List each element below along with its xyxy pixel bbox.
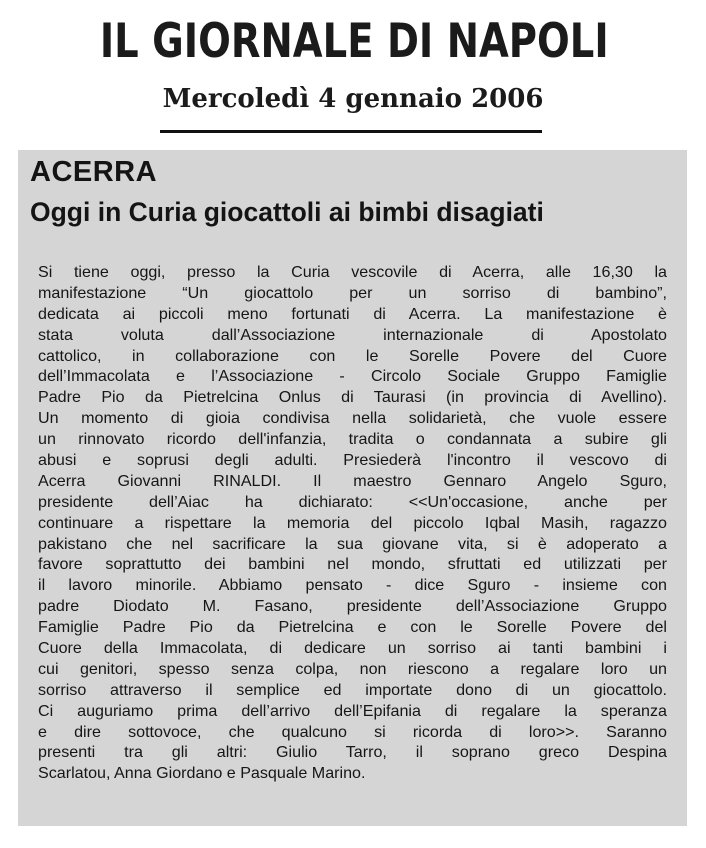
article-body-line: stata voluta dall’Associazione internazionale di Apostolato [38,325,667,344]
article-body-line: Un momento di gioia condivisa nella solidarietà, che vuole essere [38,409,667,428]
article-body-line: cui genitori, spesso senza colpa, non riescono a regalare loro un [38,659,667,678]
article-body-line: cattolico, in collaborazione con le Sorelle Povere del Cuore [38,346,667,365]
article-section-label: ACERRA [30,156,158,188]
article-body-line: Acerra Giovanni RINALDI. Il maestro Gennaro Angelo Sguro, [38,471,667,490]
article-body [38,262,667,784]
article-headline: Oggi in Curia giocattoli ai bimbi disagiati [30,197,544,227]
article-body-line: sorriso attraverso il semplice ed importate dono di un giocattolo. [38,680,667,699]
article-body-line: Cuore della Immacolata, di dedicare un sorriso ai tanti bambini i [38,639,667,658]
article-body-line: dell’Immacolata e l’Associazione - Circolo Sociale Gruppo Famiglie [38,367,667,386]
article-body-line: Scarlatou, Anna Giordano e Pasquale Marino. [38,764,366,783]
article-body-line: Famiglie Padre Pio da Pietrelcina e con le Sorelle Povere del [38,618,667,637]
article-body-line: padre Diodato M. Fasano, presidente dell’Associazione Gruppo [38,597,667,616]
publication-date: Mercoledì 4 gennaio 2006 [162,84,544,114]
article-body-line: favore soprattutto dei bambini nel mondo, sfruttati ed utilizzati per [38,555,667,574]
article-body-line: dedicata ai piccoli meno fortunati di Acerra. La manifestazione è [38,304,667,323]
masthead-divider [160,130,542,133]
article-body-line: manifestazione “Un giocattolo per un sorriso di bambino”, [38,283,667,302]
article-body-line: un rinnovato ricordo dell'infanzia, tradita o condannata a subire gli [38,430,667,449]
article-body-line: Si tiene oggi, presso la Curia vescovile di Acerra, alle 16,30 la [38,263,667,281]
article-clipping [18,150,687,826]
article-body-line: Padre Pio da Pietrelcina Onlus di Taurasi (in provincia di Avellino). [38,388,667,407]
article-body-line: Ci auguriamo prima dell’arrivo dell’Epifania di regalare la speranza [38,701,667,720]
article-body-line: e dire sottovoce, che qualcuno si ricorda di loro>>. Saranno [38,722,667,741]
article-body-line: pakistano che nel sacrificare la sua giovane vita, si è adoperato a [38,534,667,553]
article-body-line: continuare a rispettare la memoria del piccolo Iqbal Masih, ragazzo [38,513,667,532]
article-body-line: presidente dell’Aiac ha dichiarato: <<Un'occasione, anche per [38,492,667,511]
article-body-line: il lavoro minorile. Abbiamo pensato - dice Sguro - insieme con [38,576,667,595]
article-body-line: abusi e soprusi degli adulti. Presiederà l'incontro il vescovo di [38,451,667,470]
newspaper-masthead: IL GIORNALE DI NAPOLI [99,14,609,69]
article-body-line: presenti tra gli altri: Giulio Tarro, il soprano greco Despina [38,743,667,762]
